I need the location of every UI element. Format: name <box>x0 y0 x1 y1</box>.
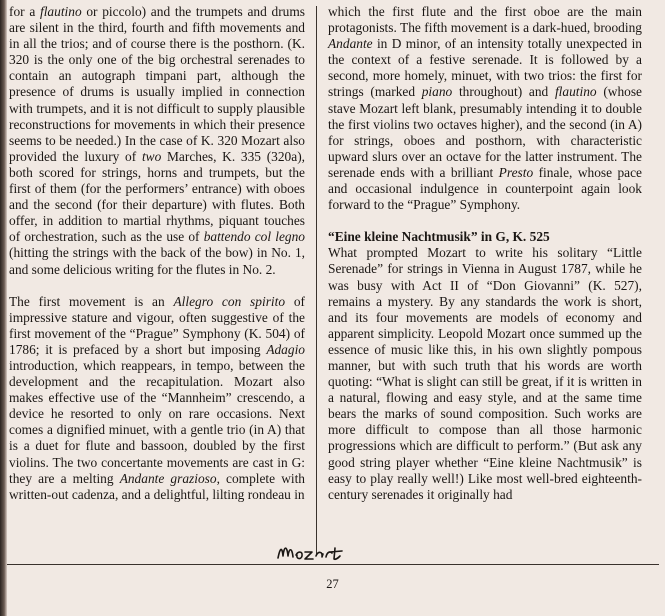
italic-term: battendo col legno <box>203 229 306 245</box>
page-binding-shadow <box>0 0 7 616</box>
page-number: 27 <box>326 577 339 591</box>
footer-rule <box>7 564 659 565</box>
italic-term: Andante <box>328 36 373 52</box>
right-paragraph-2: What prompted Mozart to write his solitary “Little Serenade” for strings in Vienna in August 1787, while he was busy with Act II of “Don Giovanni” (K. 527), remains a mystery. By any standards the work is short, and its four movements are models of economy and apparent simplicity. Leopold Mozart once summed up the essence of music like this, in his own slightly pompous manner, but with such truth that his words are worth quoting: “What is slight can still be great, if it is written in a natural, flowing and easy style, and at the same time bears the marks of sound composition. Such works are more difficult to compose than all those harmonic progressions which are difficult to perform.” (But ask any good string player whether “Eine kleine Nachtmusik” is easy to play really well!) Like most well-bred eighteenth-century serenades it originally had <box>328 245 642 502</box>
italic-term: flautino <box>39 4 82 19</box>
italic-term: flautino <box>554 84 597 100</box>
section-heading: “Eine kleine Nachtmusik” in G, K. 525 <box>328 229 550 245</box>
left-paragraph-2: The first movement is an Allegro con spirito of impressive stature and vigour, often suggestive of the first movement of the “Prague” Symphony (K. 504) of 1786; it is prefaced by a short but imposing Adagio introduction, which reappears, in tempo, between the development and the recapitulation. Mozart also makes effective use of the “Mannheim” crescendo, a device he resorted to only on rare occasions. Next comes a dignified minuet, with a gentle trio (in A) that is a duet for flute and bassoon, doubled by the first violins. The two concertante movements are cast in G: they are a melting Andante grazioso, complete with written-out cadenza, and a delightful, lilting rondeau in <box>9 293 306 502</box>
italic-term: Adagio <box>266 341 305 357</box>
italic-term: Allegro con spirito <box>173 293 286 309</box>
italic-term: piano <box>421 84 453 100</box>
column-divider <box>316 6 317 554</box>
left-column <box>9 4 305 503</box>
right-column <box>328 4 642 503</box>
italic-term: Andante grazioso <box>119 470 217 486</box>
left-paragraph-1: for a flautino or piccolo) and the trumpets and drums are silent in the third, fourth and fifth movements and in all the trios; and of course there is the posthorn. (K. 320 is the only one of the big orchestral serenades to contain an autograph timpani part, although the presence of drums is usually implied in connection with trumpets, and it is not difficult to supply plausible reconstructions for movements in which their presence seems to be needed.) In the case of K. 320 Mozart also provided the luxury of two Marches, K. 335 (320a), both scored for strings, horns and trumpets, but the first of them (for the performers’ entrance) with oboes and the second (for their departure) with flutes. Both offer, in addition to martial rhythms, piquant touches of orchestration, such as the use of battendo col legno (hitting the strings with the back of the bow) in No. 1, and some delicious writing for the flutes in No. 2. <box>9 4 306 277</box>
right-paragraph-1: which the first flute and the first oboe are the main protagonists. The fifth movement is a dark-hued, brooding Andante in D minor, of an intensity totally unexpected in the context of a festive serenade. It is followed by a second, more homely, minuet, with two trios: the first for strings (marked piano throughout) and flautino (whose stave Mozart left blank, presumably intending it to double the first violins two octaves higher), and the second (in A) for strings, oboes and posthorn, with characteristic upward slurs over an octave for the latter instrument. The serenade ends with a brilliant Presto finale, whose pace and occasional indulgence in counterpoint again look forward to the “Prague” Symphony. <box>328 4 642 213</box>
italic-term: Presto <box>498 164 534 180</box>
italic-term: two <box>141 148 162 164</box>
